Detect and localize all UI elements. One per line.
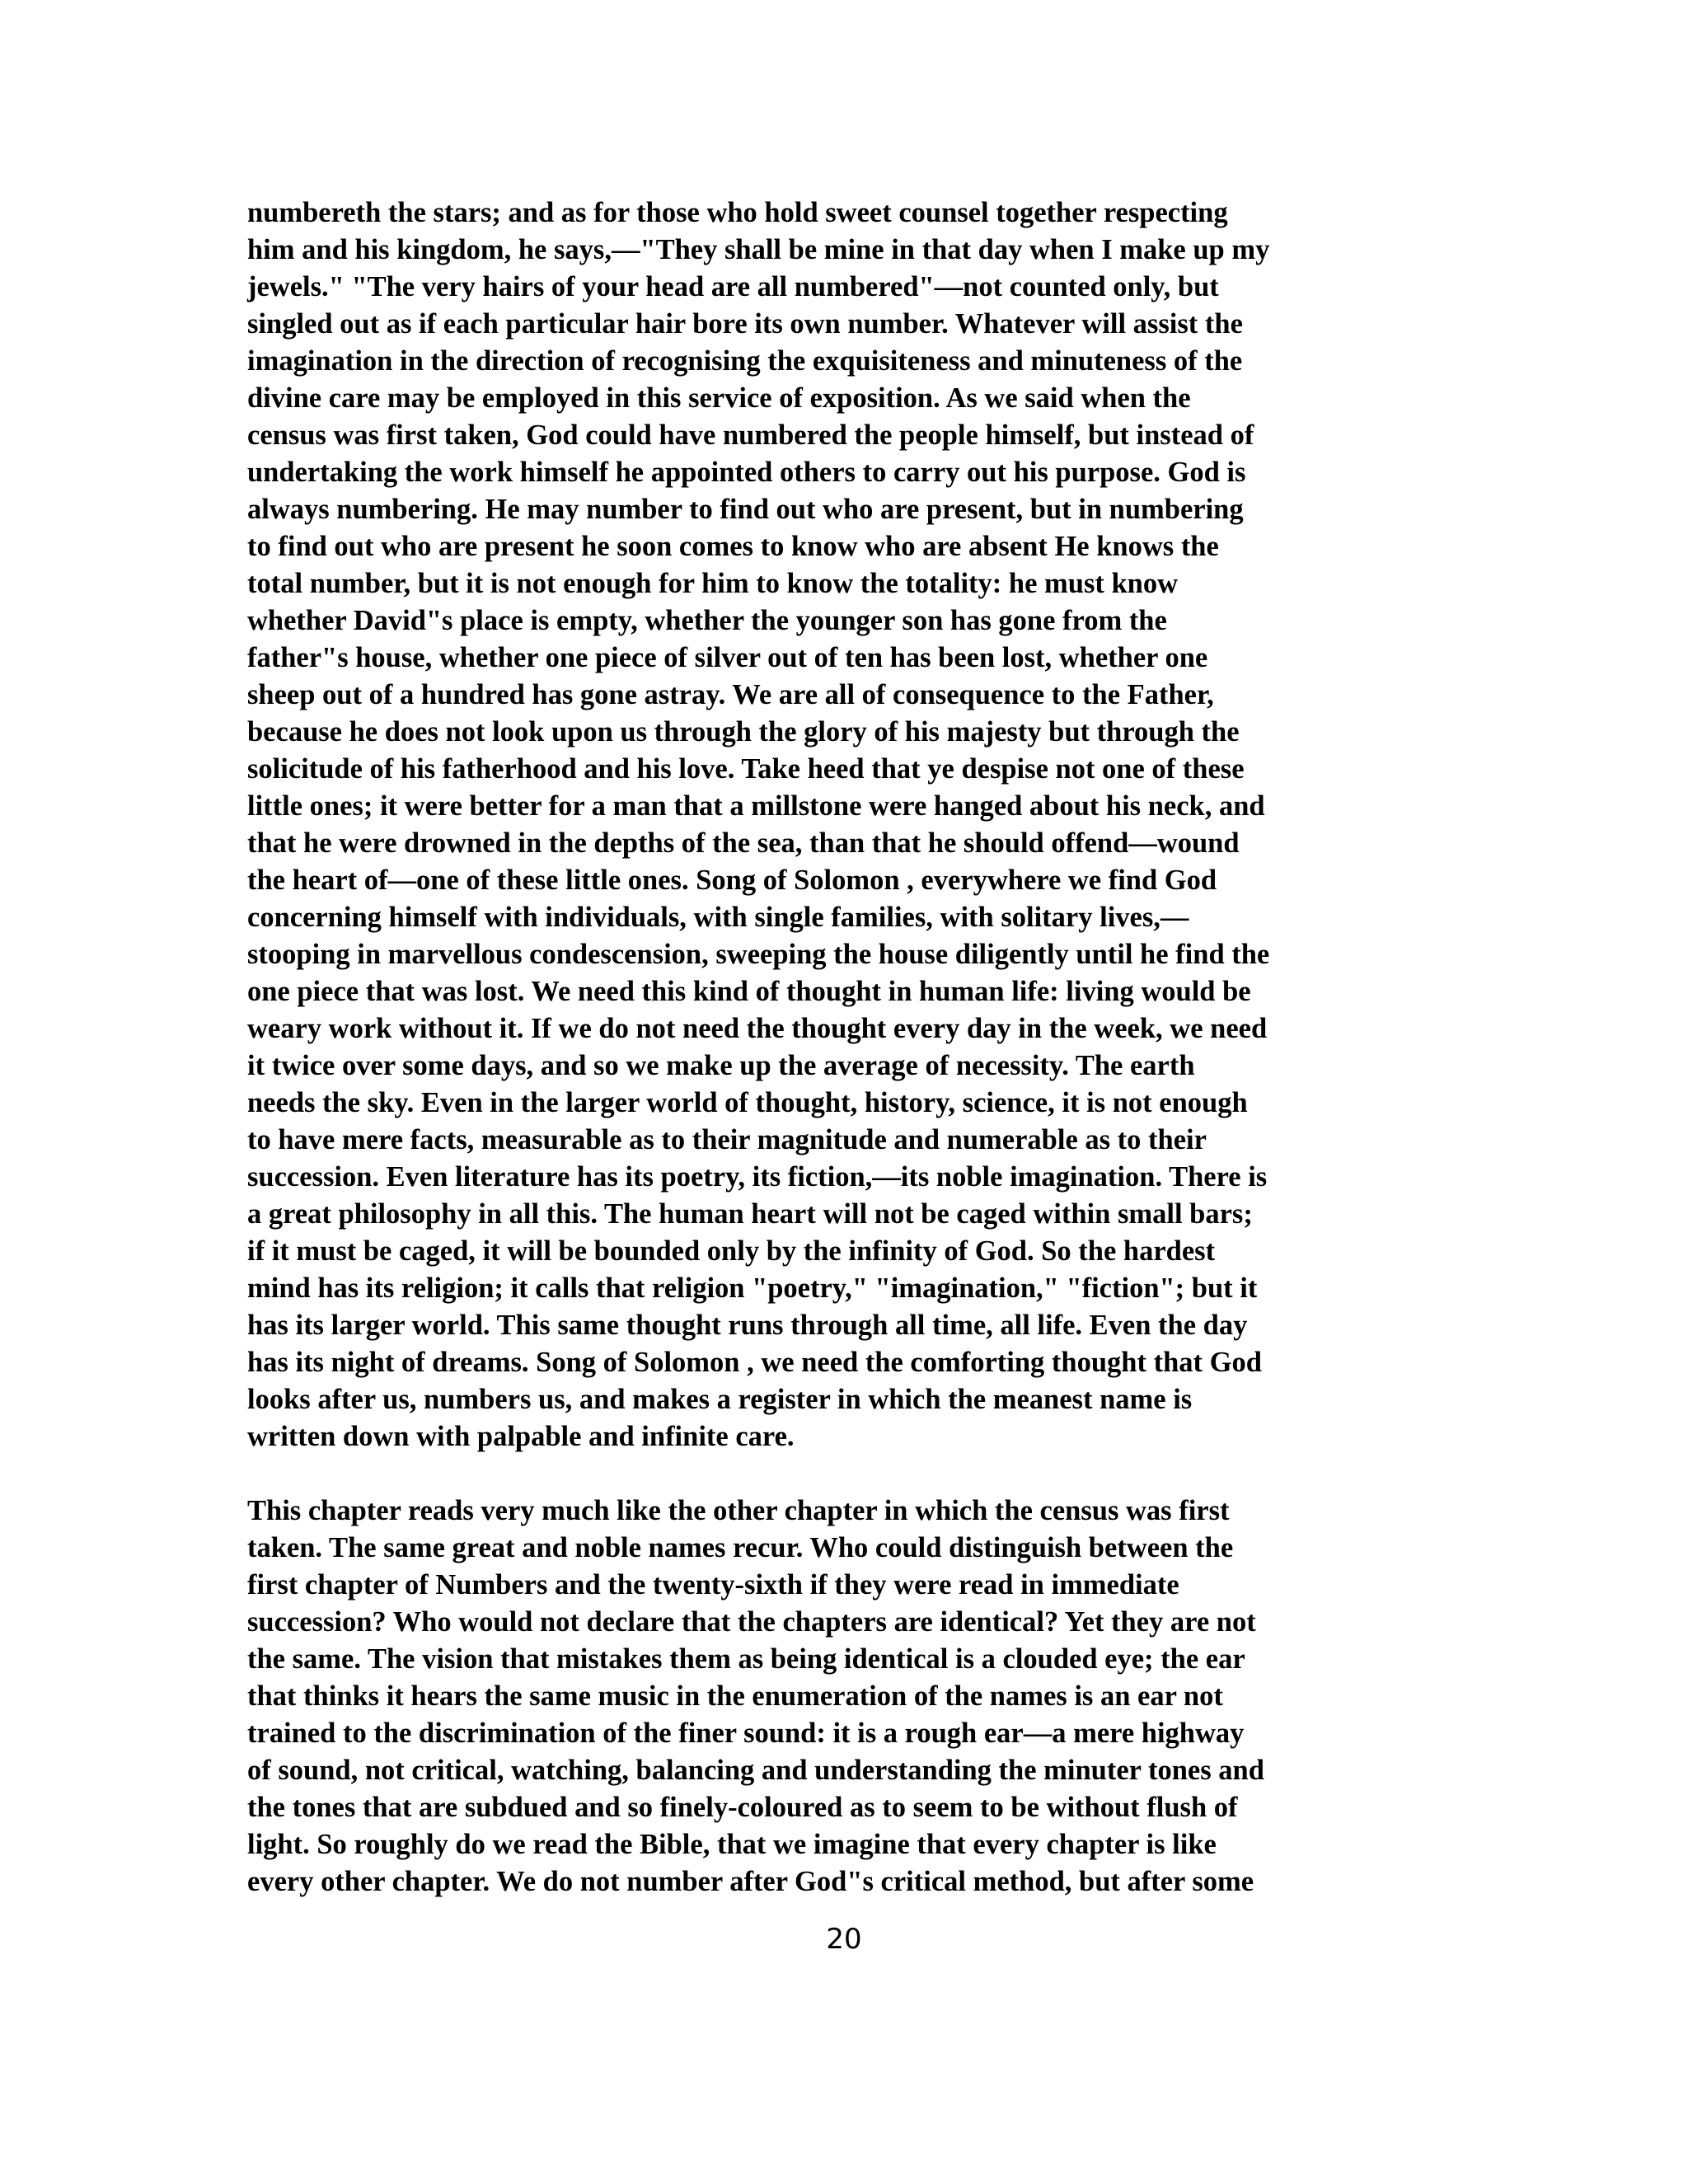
text-line: whether David"s place is empty, whether the younger son has gone from the [247, 605, 1167, 636]
text-line: that he were drowned in the depths of the sea, than that he should offend—wound [247, 827, 1240, 859]
text-line: that thinks it hears the same music in the enumeration of the names is an ear not [247, 1680, 1223, 1712]
text-line: a great philosophy in all this. The human heart will not be caged within small bars; [247, 1198, 1253, 1230]
text-line: of sound, not critical, watching, balancing and understanding the minuter tones and [247, 1755, 1264, 1786]
paragraph-gap [247, 1455, 1442, 1493]
text-line: to find out who are present he soon comes to know who are absent He knows the [247, 531, 1219, 562]
paragraph-2 [247, 1493, 1442, 1900]
text-line: the same. The vision that mistakes them as being identical is a clouded eye; the ear [247, 1643, 1245, 1675]
text-line: little ones; it were better for a man that a millstone were hanged about his neck, and [247, 790, 1265, 822]
text-line: trained to the discrimination of the finer sound: it is a rough ear—a mere highway [247, 1718, 1245, 1749]
text-line: to have mere facts, measurable as to their magnitude and numerable as to their [247, 1124, 1207, 1155]
text-line: imagination in the direction of recognising the exquisiteness and minuteness of the [247, 345, 1243, 377]
text-line: it twice over some days, and so we make up the average of necessity. The earth [247, 1050, 1195, 1081]
page-number: 20 [826, 1923, 862, 1956]
text-line: solicitude of his fatherhood and his love. Take heed that ye despise not one of these [247, 753, 1245, 785]
text-line: undertaking the work himself he appointed others to carry out his purpose. God is [247, 457, 1246, 488]
text-line: always numbering. He may number to find out who are present, but in numbering [247, 494, 1244, 525]
body-text [247, 194, 1442, 1900]
text-line: sheep out of a hundred has gone astray. We are all of consequence to the Father, [247, 679, 1214, 710]
text-line: the heart of—one of these little ones. Song of Solomon , everywhere we find God [247, 865, 1217, 896]
text-line: father"s house, whether one piece of silver out of ten has been lost, whether one [247, 642, 1208, 673]
text-line: succession? Who would not declare that the chapters are identical? Yet they are not [247, 1606, 1256, 1638]
text-line: him and his kingdom, he says,—"They shall be mine in that day when I make up my [247, 234, 1270, 265]
text-line: concerning himself with individuals, with single families, with solitary lives,— [247, 902, 1189, 933]
text-line: jewels." "The very hairs of your head are all numbered"—not counted only, but [247, 271, 1219, 302]
text-line: needs the sky. Even in the larger world of thought, history, science, it is not enough [247, 1087, 1248, 1118]
text-line: This chapter reads very much like the other chapter in which the census was first [247, 1495, 1230, 1526]
text-line: if it must be caged, it will be bounded only by the infinity of God. So the hardest [247, 1235, 1216, 1267]
text-line: has its night of dreams. Song of Solomon , we need the comforting thought that God [247, 1347, 1262, 1378]
text-line: first chapter of Numbers and the twenty-sixth if they were read in immediate [247, 1569, 1179, 1601]
text-line: light. So roughly do we read the Bible, that we imagine that every chapter is like [247, 1829, 1217, 1860]
text-line: one piece that was lost. We need this kind of thought in human life: living would be [247, 976, 1251, 1007]
text-line: the tones that are subdued and so finely-coloured as to seem to be without flush of [247, 1792, 1238, 1823]
text-line: weary work without it. If we do not need the thought every day in the week, we need [247, 1013, 1268, 1044]
text-line: mind has its religion; it calls that religion "poetry," "imagination," "fiction"; but it [247, 1272, 1258, 1304]
text-line: looks after us, numbers us, and makes a register in which the meanest name is [247, 1384, 1193, 1415]
text-line: stooping in marvellous condescension, sweeping the house diligently until he find the [247, 939, 1270, 970]
text-line: divine care may be employed in this service of exposition. As we said when the [247, 382, 1191, 414]
paragraph-1 [247, 194, 1442, 1455]
text-line: succession. Even literature has its poetry, its fiction,—its noble imagination. There is [247, 1161, 1268, 1193]
text-line: total number, but it is not enough for him to know the totality: he must know [247, 568, 1179, 599]
text-line: written down with palpable and infinite care. [247, 1421, 795, 1452]
text-line: census was first taken, God could have numbered the people himself, but instead of [247, 419, 1254, 451]
text-line: singled out as if each particular hair bore its own number. Whatever will assist the [247, 308, 1243, 340]
text-line: has its larger world. This same thought runs through all time, all life. Even the day [247, 1310, 1248, 1341]
text-line: because he does not look upon us through the glory of his majesty but through the [247, 716, 1240, 748]
text-line: numbereth the stars; and as for those who hold sweet counsel together respecting [247, 197, 1228, 228]
text-line: every other chapter. We do not number after God"s critical method, but after some [247, 1866, 1254, 1897]
text-line: taken. The same great and noble names recur. Who could distinguish between the [247, 1532, 1234, 1563]
